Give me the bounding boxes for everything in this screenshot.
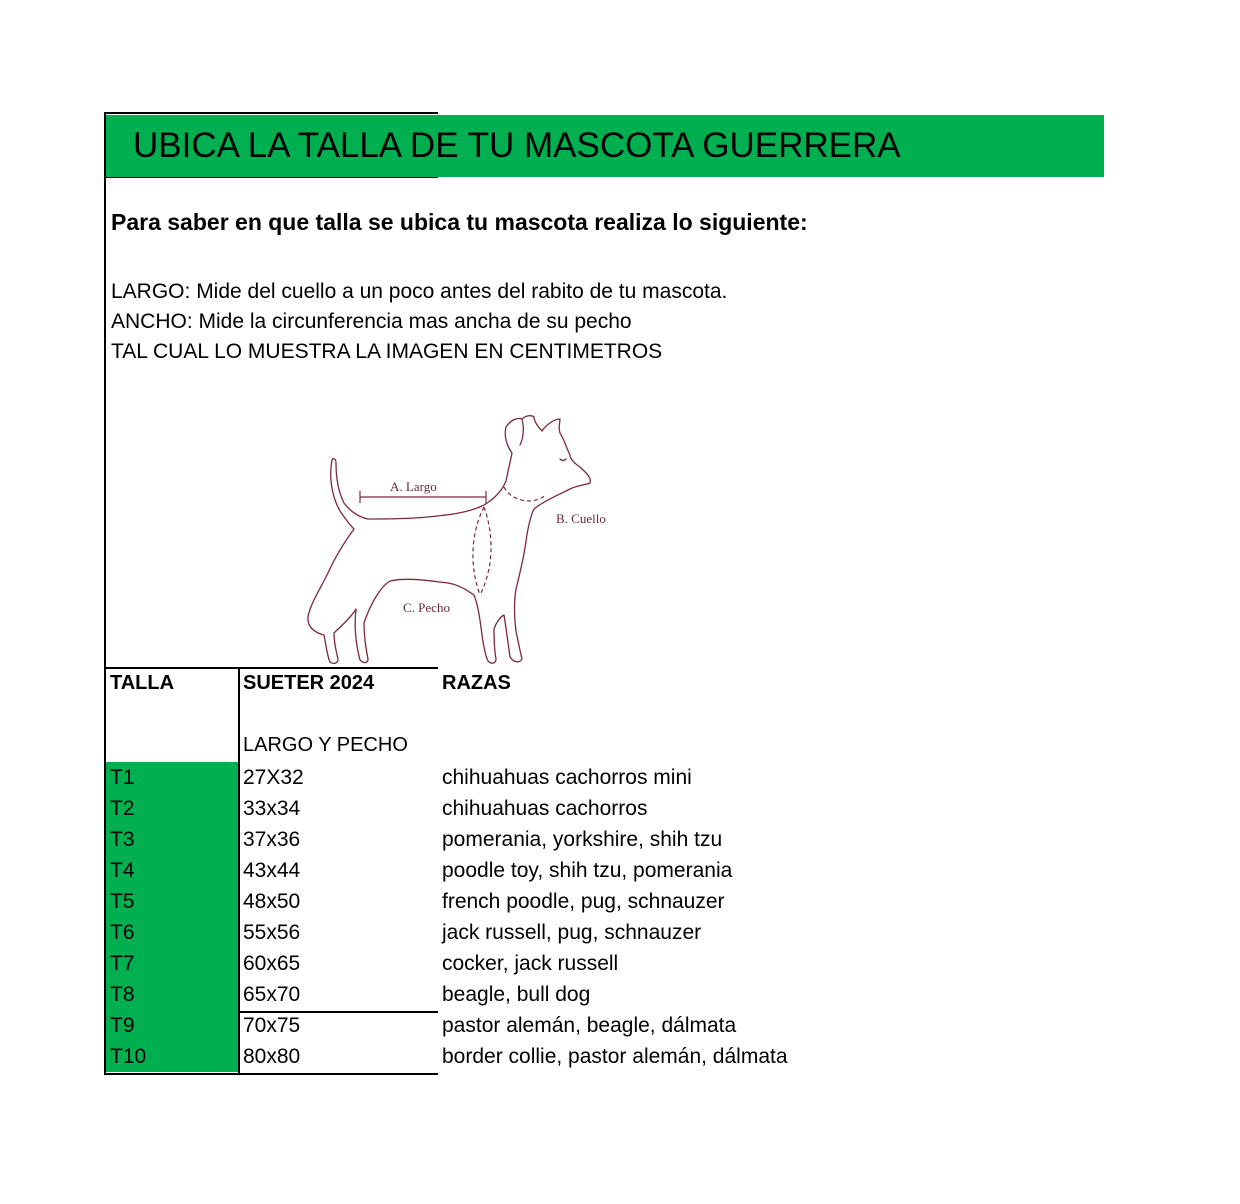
size-cell: T3 xyxy=(106,824,238,855)
table-bottom-border xyxy=(104,1073,438,1075)
page-title: UBICA LA TALLA DE TU MASCOTA GUERRERA xyxy=(106,115,1104,177)
measure-cell: 60x65 xyxy=(243,952,301,975)
breeds-cell: poodle toy, shih tzu, pomerania xyxy=(442,859,733,882)
header-razas: RAZAS xyxy=(442,672,511,694)
pecho-dashed-line xyxy=(480,507,491,595)
label-pecho: C. Pecho xyxy=(403,600,450,615)
breeds-cell: pomerania, yorkshire, shih tzu xyxy=(442,828,723,851)
table-row xyxy=(106,1041,846,1072)
size-cell: T8 xyxy=(106,979,238,1010)
breeds-cell: jack russell, pug, schnauzer xyxy=(442,921,702,944)
breeds-cell: french poodle, pug, schnauzer xyxy=(442,890,725,913)
size-cell: T6 xyxy=(106,917,238,948)
measure-cell: 48x50 xyxy=(243,890,301,913)
instruction-ancho: ANCHO: Mide la circunferencia mas ancha de su pecho xyxy=(111,310,632,333)
table-row xyxy=(106,762,846,793)
table-row xyxy=(106,1010,846,1041)
label-cuello: B. Cuello xyxy=(556,511,606,526)
table-row xyxy=(106,917,846,948)
measure-cell: 65x70 xyxy=(243,983,301,1006)
breeds-cell: chihuahuas cachorros xyxy=(442,797,648,820)
dog-measurement-diagram xyxy=(298,405,638,670)
instruction-largo: LARGO: Mide del cuello a un poco antes del rabito de tu mascota. xyxy=(111,280,728,303)
size-cell: T1 xyxy=(106,762,238,793)
breeds-cell: chihuahuas cachorros mini xyxy=(442,766,692,789)
dog-eye xyxy=(560,459,566,461)
measure-cell: 70x75 xyxy=(243,1014,301,1037)
breeds-cell: cocker, jack russell xyxy=(442,952,619,975)
subtitle: Para saber en que talla se ubica tu mascota realiza lo siguiente: xyxy=(111,209,808,235)
measure-cell: 55x56 xyxy=(243,921,301,944)
size-cell: T4 xyxy=(106,855,238,886)
table-row xyxy=(106,886,846,917)
subheader-largo-pecho: LARGO Y PECHO xyxy=(243,734,408,756)
size-cell: T7 xyxy=(106,948,238,979)
pecho-back-line xyxy=(473,507,484,595)
measure-cell: 33x34 xyxy=(243,797,301,820)
cuello-dashed-line xyxy=(504,487,546,501)
breeds-cell: beagle, bull dog xyxy=(442,983,591,1006)
table-row xyxy=(106,855,846,886)
measure-cell: 27X32 xyxy=(243,766,304,789)
measure-cell: 37x36 xyxy=(243,828,301,851)
label-largo: A. Largo xyxy=(390,479,437,494)
measure-cell: 80x80 xyxy=(243,1045,301,1068)
header-talla: TALLA xyxy=(110,672,175,694)
table-row xyxy=(106,979,846,1010)
size-cell: T2 xyxy=(106,793,238,824)
size-cell: T5 xyxy=(106,886,238,917)
header-sueter: SUETER 2024 xyxy=(243,672,375,694)
table-row xyxy=(106,948,846,979)
table-row xyxy=(106,824,846,855)
size-cell: T9 xyxy=(106,1010,238,1041)
dog-outline xyxy=(308,416,590,664)
instruction-centimetros: TAL CUAL LO MUESTRA LA IMAGEN EN CENTIMETROS xyxy=(111,340,663,363)
size-table xyxy=(106,762,846,1072)
measure-cell: 43x44 xyxy=(243,859,301,882)
size-cell: T10 xyxy=(106,1041,238,1072)
table-row xyxy=(106,793,846,824)
title-top-border xyxy=(104,112,438,114)
breeds-cell: border collie, pastor alemán, dálmata xyxy=(442,1045,788,1068)
dog-ear xyxy=(520,419,523,445)
breeds-cell: pastor alemán, beagle, dálmata xyxy=(442,1014,737,1037)
